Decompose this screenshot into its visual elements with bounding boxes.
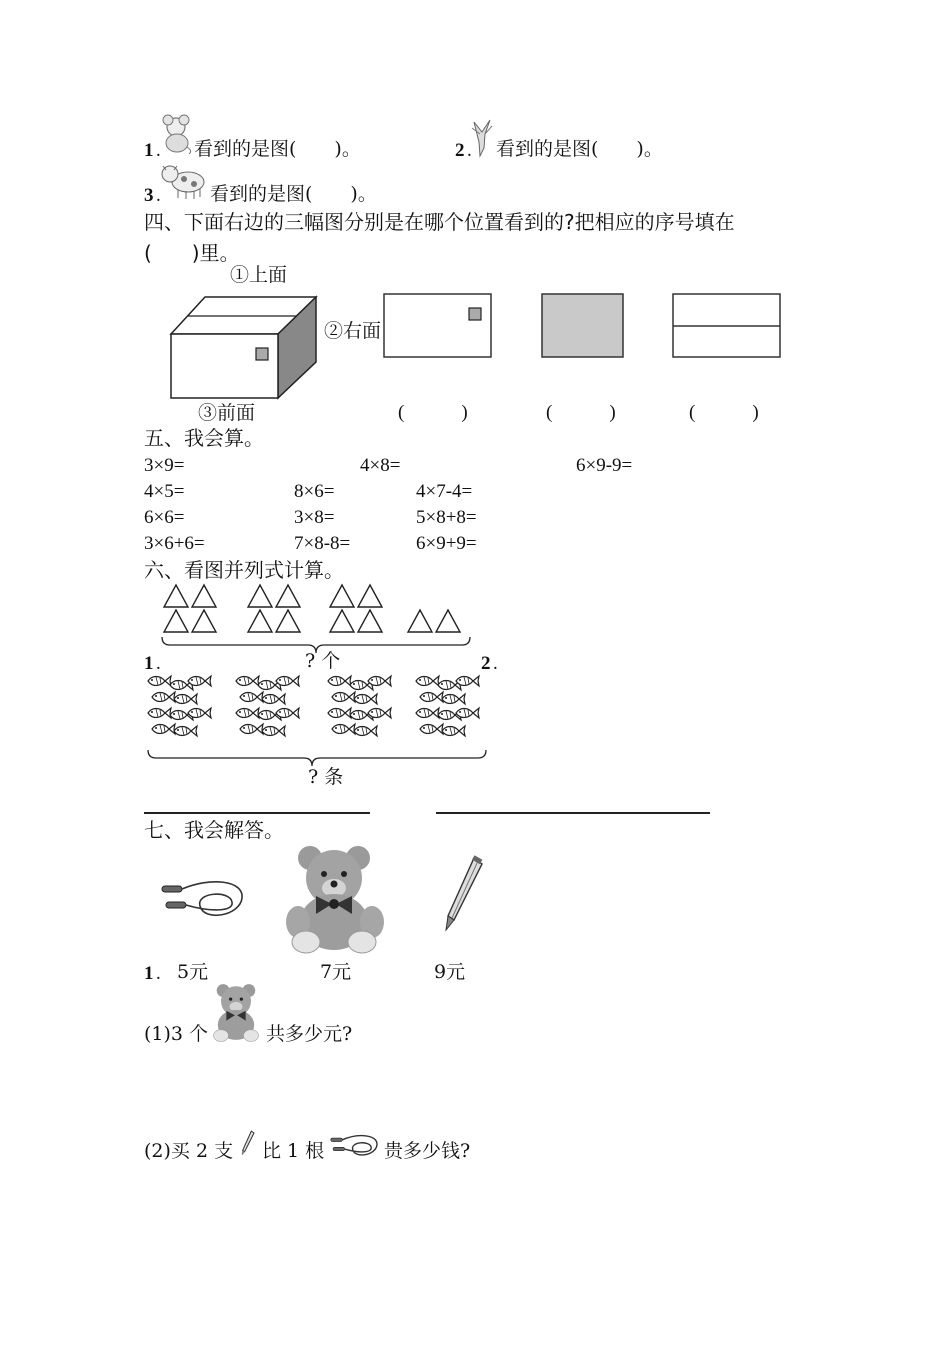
sub-question-1-end: 共多少元? bbox=[266, 1023, 353, 1045]
fish-question: ? 条 bbox=[308, 766, 344, 788]
mouse-icon bbox=[160, 114, 194, 154]
price-rope: 5元 bbox=[177, 961, 209, 983]
section6-heading: 六、看图并列式计算。 bbox=[144, 558, 344, 582]
label-right: ②右面 bbox=[324, 320, 382, 342]
section4-heading-line1: 四、下面右边的三幅图分别是在哪个位置看到的?把相应的序号填在 bbox=[144, 210, 735, 234]
triangle-question: ? 个 bbox=[305, 650, 341, 672]
jump-rope-icon bbox=[328, 1130, 382, 1160]
view-figure-3 bbox=[672, 293, 782, 359]
label-2: 2 bbox=[481, 653, 491, 674]
price-bear: 7元 bbox=[320, 961, 352, 983]
label-front: ③前面 bbox=[198, 402, 256, 424]
cow-icon bbox=[160, 162, 208, 200]
answer-blank-1[interactable]: ( ) bbox=[398, 402, 468, 423]
sub-question-1-start: (1)3 个 bbox=[144, 1023, 209, 1045]
calc-2-2: 8×6= bbox=[294, 481, 335, 502]
triangle-icon bbox=[164, 585, 460, 632]
q3-number: 3 bbox=[144, 185, 154, 206]
sub-question-2-end: 贵多少钱? bbox=[384, 1140, 471, 1162]
pen-icon bbox=[440, 854, 488, 934]
calc-4-1: 3×6+6= bbox=[144, 533, 205, 554]
q3-text: 看到的是图( )。 bbox=[210, 183, 377, 205]
section4-heading-line2: ( )里。 bbox=[144, 241, 240, 265]
calc-1-2: 4×8= bbox=[360, 455, 401, 476]
teddy-bear-icon bbox=[282, 842, 386, 954]
label-1: 1 bbox=[144, 653, 154, 674]
worksheet-page: 1 . 看到的是图( )。 2 . 看到的是图( )。 3 . 看到的是图( )。 四、下面右边的三幅图分别是在哪个位置看到的?把相应的序号填在 ( )里。 ①上面 ②右面 ③前面 ( ) ( ) ( ) 五、我会算。 3×9= 4×8= 6×9-9= 4×5= 8×6= 4×7-4= 6×6= 3×8= 5×8+8= 3×6+6= 7×8-8= 6×9+9= 六、看图并列式计算。 1 . ? 个 2 . ? 条 七、我会解答。 1 . 5元 7元 9元 (1)3 个 共多少元? (2)买 2 支 比 1 根 贵多少钱? bbox=[0, 0, 952, 1347]
teddy-bear-icon bbox=[208, 982, 264, 1042]
calc-2-1: 4×5= bbox=[144, 481, 185, 502]
label-top: ①上面 bbox=[230, 264, 288, 286]
pen-icon bbox=[240, 1126, 256, 1160]
calc-1-3: 6×9-9= bbox=[576, 455, 633, 476]
sub-question-2-mid: 比 1 根 bbox=[262, 1140, 325, 1162]
fish-figure bbox=[144, 672, 490, 768]
calc-2-3: 4×7-4= bbox=[416, 481, 473, 502]
calc-4-2: 7×8-8= bbox=[294, 533, 351, 554]
price-pen: 9元 bbox=[434, 961, 466, 983]
calc-4-3: 6×9+9= bbox=[416, 533, 477, 554]
calc-3-3: 5×8+8= bbox=[416, 507, 477, 528]
calc-3-1: 6×6= bbox=[144, 507, 185, 528]
answer-line-1[interactable] bbox=[144, 812, 370, 814]
q2-text: 看到的是图( )。 bbox=[496, 138, 663, 160]
jump-rope-icon bbox=[160, 872, 248, 924]
sub-question-2-start: (2)买 2 支 bbox=[144, 1140, 234, 1162]
triangle-figure bbox=[160, 582, 476, 656]
calc-3-2: 3×8= bbox=[294, 507, 335, 528]
box-3d-figure bbox=[168, 294, 320, 400]
q1-number: 1 bbox=[144, 140, 154, 161]
q1-text: 看到的是图( )。 bbox=[194, 138, 361, 160]
view-figure-1 bbox=[383, 293, 493, 359]
q2-number: 2 bbox=[455, 140, 465, 161]
section5-heading: 五、我会算。 bbox=[144, 426, 264, 450]
answer-line-2[interactable] bbox=[436, 812, 710, 814]
answer-blank-2[interactable]: ( ) bbox=[546, 402, 616, 423]
section7-heading: 七、我会解答。 bbox=[144, 818, 284, 842]
bird-icon bbox=[470, 118, 496, 158]
answer-blank-3[interactable]: ( ) bbox=[689, 402, 759, 423]
calc-1-1: 3×9= bbox=[144, 455, 185, 476]
sec7-q-number: 1 bbox=[144, 963, 154, 984]
view-figure-2 bbox=[541, 293, 625, 359]
